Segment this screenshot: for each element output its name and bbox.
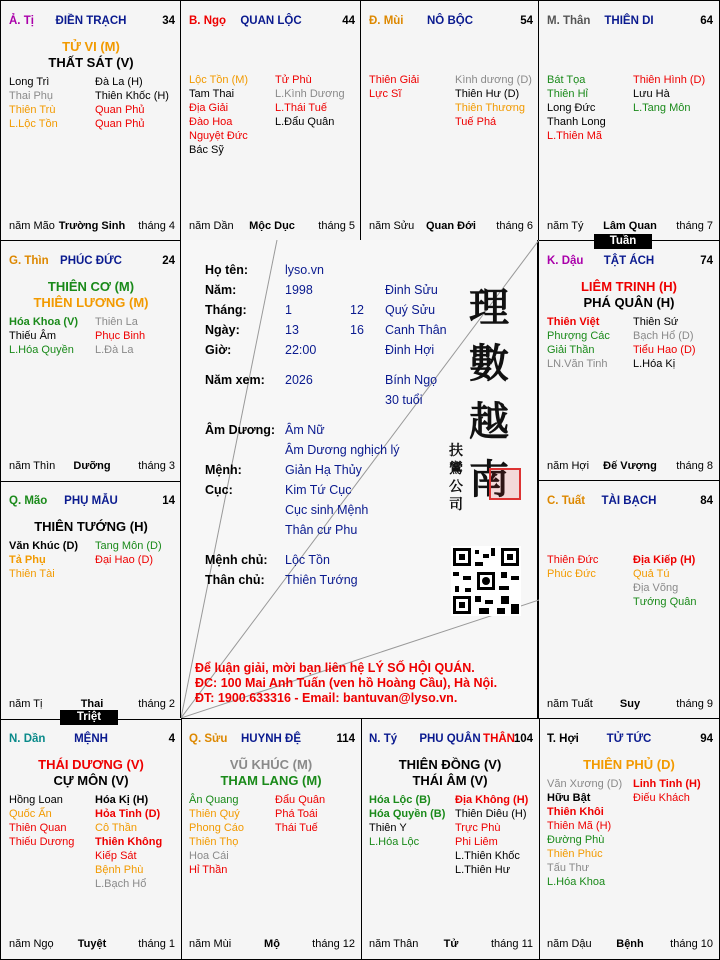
minor-star: Lực Sĩ bbox=[369, 88, 402, 100]
palace-month: tháng 2 bbox=[138, 698, 175, 710]
palace-year: năm Tị bbox=[9, 698, 43, 710]
minor-star: Lộc Tồn (M) bbox=[189, 74, 249, 86]
minor-stars-right bbox=[95, 539, 162, 567]
palace-tuat[interactable] bbox=[538, 480, 720, 720]
menh-value: Giản Hạ Thủy bbox=[285, 463, 362, 477]
main-star: LIÊM TRINH (H) bbox=[580, 279, 678, 294]
hour-label: Giờ: bbox=[205, 343, 232, 357]
palace-age: 44 bbox=[342, 15, 355, 27]
palace-branch: Q. Sửu bbox=[189, 733, 228, 745]
palace-name: TẬT ÁCH bbox=[603, 255, 655, 267]
minor-star: Quan Phủ bbox=[95, 104, 145, 116]
palace-stage: Tử bbox=[443, 938, 459, 950]
minor-star: Thiên Tài bbox=[9, 568, 55, 580]
palace-stage: Trường Sinh bbox=[58, 220, 126, 232]
main-star: CỰ MÔN (V) bbox=[53, 773, 129, 788]
minor-star: Thiên Diêu (H) bbox=[455, 808, 527, 820]
age: 30 tuổi bbox=[385, 393, 423, 407]
minor-star: Thiên Đức bbox=[547, 554, 599, 566]
main-star: THẤT SÁT (V) bbox=[48, 55, 134, 70]
view-year-value: 2026 bbox=[285, 373, 313, 387]
palace-name: PHU QUÂN bbox=[419, 733, 481, 745]
palace-mui[interactable] bbox=[360, 0, 540, 242]
minor-star: Đào Hoa bbox=[189, 116, 233, 128]
minor-star: Thiên La bbox=[95, 316, 138, 328]
palace-age: 54 bbox=[520, 15, 533, 27]
main-star: THÁI ÂM (V) bbox=[412, 773, 488, 788]
minor-star: Thiên Giải bbox=[369, 74, 420, 86]
year-value: 1998 bbox=[285, 283, 313, 297]
month-value: 1 bbox=[285, 303, 292, 317]
minor-star: Đại Hao (D) bbox=[95, 554, 154, 566]
palace-name: TỬ TỨC bbox=[606, 733, 652, 745]
minor-star: Thiên Trù bbox=[9, 104, 56, 116]
minor-stars-right bbox=[275, 793, 325, 835]
menh-label: Mệnh: bbox=[205, 463, 242, 477]
minor-stars-right bbox=[95, 793, 162, 891]
minor-star: Quan Phủ bbox=[95, 118, 145, 130]
minor-star: Địa Không (H) bbox=[455, 794, 529, 806]
minor-star: Thiên Mã (H) bbox=[547, 820, 612, 832]
palace-name: HUYNH ĐỆ bbox=[240, 733, 302, 745]
minor-stars-left bbox=[189, 793, 244, 877]
month-can: Quý Sửu bbox=[385, 303, 436, 317]
main-star: VŨ KHÚC (M) bbox=[229, 757, 313, 772]
day-value: 13 bbox=[285, 323, 299, 337]
minor-star: Thiên Thọ bbox=[189, 836, 239, 848]
calligraphy-char-3: 越 bbox=[469, 398, 509, 445]
cuc-value: Kim Tứ Cục bbox=[285, 483, 352, 497]
minor-star: Thiên Thương bbox=[455, 102, 526, 114]
palace-year: năm Thìn bbox=[9, 460, 56, 472]
month-lunar: 12 bbox=[350, 303, 364, 317]
palace-suu[interactable] bbox=[180, 718, 362, 960]
cuc-note-1: Cục sinh Mệnh bbox=[285, 503, 369, 517]
than-marker: THÂN bbox=[483, 733, 515, 745]
palace-age: 14 bbox=[162, 495, 175, 507]
palace-month: tháng 6 bbox=[496, 220, 533, 232]
view-year-can: Bính Ngọ bbox=[385, 373, 438, 387]
calligraphy-char-1: 理 bbox=[469, 284, 509, 331]
palace-thin[interactable] bbox=[0, 240, 182, 482]
minor-star: Tuế Phá bbox=[455, 116, 497, 128]
minor-star: Thiếu Âm bbox=[9, 330, 57, 342]
palace-age: 74 bbox=[700, 255, 713, 267]
palace-branch: B. Ngọ bbox=[189, 15, 227, 27]
minor-star: L.Thiên Hư bbox=[455, 864, 511, 876]
minor-star: Thiên Hỉ bbox=[547, 88, 588, 100]
palace-age: 104 bbox=[513, 733, 533, 745]
minor-star: Thai Phụ bbox=[9, 90, 54, 102]
minor-star: Long Trì bbox=[9, 76, 50, 88]
menhchu-label: Mệnh chủ: bbox=[205, 553, 268, 567]
palace-age: 94 bbox=[700, 733, 713, 745]
palace-mao[interactable] bbox=[0, 480, 182, 720]
palace-year: năm Hợi bbox=[547, 460, 590, 472]
minor-star: Lưu Hà bbox=[633, 88, 670, 100]
minor-star: Bệnh Phù bbox=[95, 864, 144, 876]
palace-than[interactable] bbox=[538, 0, 720, 242]
thanchu-value: Thiên Tướng bbox=[285, 573, 358, 587]
minor-star: L.Đẩu Quân bbox=[275, 116, 335, 128]
day-lunar: 16 bbox=[350, 323, 364, 337]
minor-stars-right bbox=[633, 73, 705, 115]
palace-month: tháng 9 bbox=[676, 698, 713, 710]
minor-stars-right bbox=[455, 793, 528, 877]
palace-month: tháng 8 bbox=[676, 460, 713, 472]
minor-star: Bạch Hổ (D) bbox=[633, 330, 694, 342]
minor-star: Phục Binh bbox=[95, 330, 146, 342]
minor-star: Hóa Khoa (V) bbox=[9, 316, 79, 328]
amduong-value: Âm Nữ bbox=[285, 423, 325, 437]
center-info-panel bbox=[180, 240, 538, 718]
minor-star: L.Thiên Khốc bbox=[455, 850, 520, 862]
palace-ti[interactable] bbox=[360, 718, 540, 960]
contact-address: ĐC: 100 Mai Anh Tuấn (ven hồ Hoàng Cầu), Hà Nội. bbox=[195, 676, 498, 690]
main-star: THIÊN LƯƠNG (M) bbox=[33, 295, 149, 310]
minor-star: Ân Quang bbox=[189, 794, 239, 806]
palace-stage: Đế Vượng bbox=[603, 460, 657, 472]
cuc-note-2: Thân cư Phu bbox=[285, 523, 358, 537]
minor-star: Thiên Khôi bbox=[547, 806, 604, 818]
palace-month: tháng 11 bbox=[490, 938, 533, 950]
palace-month: tháng 12 bbox=[312, 938, 355, 950]
palace-age: 84 bbox=[700, 495, 713, 507]
palace-stage: Bệnh bbox=[616, 938, 644, 950]
palace-name: MỆNH bbox=[74, 733, 108, 745]
view-year-label: Năm xem: bbox=[205, 373, 265, 387]
amduong-note: Âm Dương nghịch lý bbox=[285, 443, 400, 457]
palace-name: PHÚC ĐỨC bbox=[60, 255, 122, 267]
palace-branch: K. Dậu bbox=[547, 255, 584, 267]
minor-star: Thiên Quan bbox=[9, 822, 67, 834]
palace-month: tháng 4 bbox=[138, 220, 175, 232]
palace-branch: N. Tý bbox=[369, 733, 398, 745]
minor-star: Thiên Y bbox=[369, 822, 407, 834]
palace-name: QUAN LỘC bbox=[240, 15, 302, 27]
minor-stars-right bbox=[95, 315, 145, 357]
thanchu-label: Thân chủ: bbox=[205, 573, 265, 587]
main-star: PHÁ QUÂN (H) bbox=[583, 295, 675, 310]
minor-star: Kiếp Sát bbox=[95, 850, 137, 862]
minor-star: Hỉ Thần bbox=[189, 864, 228, 876]
minor-star: Đẩu Quân bbox=[275, 794, 326, 806]
minor-stars-right bbox=[95, 75, 169, 131]
minor-stars-right bbox=[633, 777, 701, 805]
minor-star: Văn Xương (D) bbox=[547, 778, 623, 790]
palace-month: tháng 1 bbox=[138, 938, 175, 950]
cuc-label: Cục: bbox=[205, 483, 233, 497]
hour-can: Đinh Hợi bbox=[385, 343, 435, 357]
minor-star: Phong Cáo bbox=[189, 822, 245, 834]
minor-star: Phúc Đức bbox=[547, 568, 596, 580]
minor-star: Hoa Cái bbox=[189, 850, 229, 862]
minor-star: Đà La (H) bbox=[95, 76, 143, 88]
calligraphy-char-4: 南 bbox=[469, 456, 509, 503]
triet-marker: Triệt bbox=[60, 710, 118, 725]
qr-code-icon[interactable] bbox=[451, 546, 521, 616]
minor-star: Hồng Loan bbox=[9, 794, 63, 806]
main-star: TỬ VI (M) bbox=[62, 39, 120, 54]
palace-year: năm Mão bbox=[9, 220, 55, 232]
palace-age: 34 bbox=[162, 15, 175, 27]
minor-star: Đường Phù bbox=[547, 834, 605, 846]
minor-star: Tả Phụ bbox=[9, 554, 46, 566]
palace-year: năm Ngọ bbox=[9, 938, 54, 950]
contact-line-1: Để luận giải, mời bạn liên hệ LÝ SỐ HỘI QUÁN. bbox=[195, 661, 475, 675]
minor-star: Tam Thai bbox=[189, 88, 235, 100]
palace-branch: Q. Mão bbox=[9, 495, 48, 507]
palace-month: tháng 3 bbox=[138, 460, 175, 472]
minor-star: Kình dương (D) bbox=[455, 74, 532, 86]
minor-star: Thiên Hình (D) bbox=[633, 74, 706, 86]
minor-star: L.Lộc Tồn bbox=[9, 118, 58, 130]
main-star: THAM LANG (M) bbox=[220, 773, 322, 788]
contact-phone-email[interactable]: ĐT: 1900.633316 - Email: bantuvan@lyso.vn. bbox=[195, 691, 458, 705]
palace-branch: N. Dần bbox=[9, 733, 46, 745]
minor-star: Phá Toái bbox=[275, 808, 318, 820]
palace-year: năm Mùi bbox=[189, 938, 232, 950]
amduong-label: Âm Dương: bbox=[205, 423, 276, 437]
minor-star: Long Đức bbox=[547, 102, 596, 114]
minor-star: L.Kình Dương bbox=[275, 88, 345, 100]
main-star: THIÊN PHỦ (D) bbox=[583, 757, 675, 772]
minor-star: L.Hóa Kị bbox=[633, 358, 676, 370]
minor-star: Thái Tuế bbox=[275, 822, 318, 834]
minor-star: Thiên Không bbox=[95, 836, 163, 848]
palace-age: 4 bbox=[168, 733, 175, 745]
palace-stage: Quan Đới bbox=[426, 220, 476, 232]
minor-stars-left bbox=[9, 793, 74, 849]
tuan-marker: Tuần bbox=[594, 234, 652, 249]
minor-star: Thiên Hư (D) bbox=[455, 88, 520, 100]
minor-star: Bát Tọa bbox=[547, 74, 586, 86]
minor-star: Tử Phù bbox=[275, 74, 312, 86]
palace-hoi[interactable] bbox=[538, 718, 720, 960]
palace-month: tháng 7 bbox=[676, 220, 713, 232]
palace-stage: Thai bbox=[80, 698, 104, 710]
minor-star: L.Hóa Khoa bbox=[547, 876, 606, 888]
main-star: THÁI DƯƠNG (V) bbox=[38, 757, 144, 772]
main-star: THIÊN CƠ (M) bbox=[47, 279, 135, 294]
palace-year: năm Tuất bbox=[547, 698, 593, 710]
day-label: Ngày: bbox=[205, 323, 240, 337]
palace-name: PHỤ MẪU bbox=[64, 495, 118, 507]
minor-star: Thiên Phúc bbox=[547, 848, 603, 860]
minor-star: L.Thiên Mã bbox=[547, 130, 603, 142]
palace-year: năm Dậu bbox=[547, 938, 592, 950]
minor-star: Địa Giải bbox=[189, 102, 229, 114]
minor-stars-left bbox=[9, 539, 78, 581]
minor-star: Thiên Sứ bbox=[633, 316, 679, 328]
minor-star: Điếu Khách bbox=[633, 792, 690, 804]
minor-star: Thiên Việt bbox=[547, 316, 600, 328]
main-star: THIÊN ĐỒNG (V) bbox=[398, 757, 502, 772]
palace-branch: C. Tuất bbox=[547, 495, 586, 507]
minor-star: L.Bạch Hổ bbox=[95, 878, 147, 890]
palace-year: năm Thân bbox=[369, 938, 419, 950]
minor-stars-left bbox=[9, 315, 78, 357]
palace-dau[interactable] bbox=[538, 240, 720, 482]
minor-star: Phi Liêm bbox=[455, 836, 498, 848]
minor-star: Thiếu Dương bbox=[9, 836, 75, 848]
palace-branch: G. Thìn bbox=[9, 255, 49, 267]
minor-star: Tấu Thư bbox=[547, 862, 590, 874]
minor-star: LN.Văn Tinh bbox=[547, 358, 608, 370]
minor-star: Tiểu Hao (D) bbox=[633, 344, 696, 356]
minor-stars-left bbox=[547, 315, 610, 371]
minor-star: Địa Kiếp (H) bbox=[633, 554, 696, 566]
palace-stage: Dưỡng bbox=[73, 460, 111, 472]
palace-age: 64 bbox=[700, 15, 713, 27]
palace-branch: Đ. Mùi bbox=[369, 15, 404, 27]
minor-star: Giải Thần bbox=[547, 344, 595, 356]
minor-star: Cô Thần bbox=[95, 822, 137, 834]
palace-month: tháng 10 bbox=[670, 938, 713, 950]
minor-star: Nguyệt Đức bbox=[189, 130, 248, 142]
minor-star: Phượng Các bbox=[547, 330, 610, 342]
name-value: lyso.vn bbox=[285, 263, 324, 277]
minor-star: Quốc Ấn bbox=[9, 808, 52, 820]
palace-age: 114 bbox=[336, 733, 355, 745]
minor-stars-right bbox=[633, 315, 696, 371]
minor-star: Linh Tinh (H) bbox=[633, 778, 701, 790]
month-label: Tháng: bbox=[205, 303, 247, 317]
palace-stage: Mộ bbox=[264, 938, 280, 950]
palace-name: TÀI BẠCH bbox=[601, 495, 657, 507]
minor-stars-right bbox=[633, 553, 697, 609]
minor-star: Hóa Quyền (B) bbox=[369, 808, 446, 820]
minor-star: L.Đà La bbox=[95, 344, 134, 356]
minor-stars-left bbox=[547, 553, 598, 581]
palace-year: năm Dần bbox=[189, 220, 234, 232]
minor-star: Quả Tú bbox=[633, 568, 670, 580]
name-label: Họ tên: bbox=[205, 263, 249, 277]
palace-ty[interactable] bbox=[0, 0, 182, 242]
minor-stars-left bbox=[369, 73, 419, 101]
minor-star: Thiên Khốc (H) bbox=[95, 90, 169, 102]
minor-star: Trực Phù bbox=[455, 822, 501, 834]
minor-star: Văn Khúc (D) bbox=[9, 540, 79, 552]
minor-stars-left bbox=[189, 73, 248, 157]
palace-stage: Lâm Quan bbox=[603, 220, 657, 232]
minor-star: Thanh Long bbox=[547, 116, 606, 128]
minor-star: L.Hóa Lộc bbox=[369, 836, 420, 848]
minor-star: Tướng Quân bbox=[633, 596, 697, 608]
minor-star: Tang Môn (D) bbox=[95, 540, 162, 552]
palace-branch: T. Hợi bbox=[547, 733, 579, 745]
palace-stage: Tuyệt bbox=[77, 938, 107, 950]
minor-stars-left bbox=[9, 75, 58, 131]
red-seal-icon bbox=[489, 468, 521, 500]
minor-star: Thiên Quý bbox=[189, 808, 240, 820]
minor-star: Hóa Kị (H) bbox=[95, 794, 149, 806]
minor-stars-left bbox=[547, 73, 606, 143]
minor-star: L.Tang Môn bbox=[633, 102, 691, 114]
year-can: Đinh Sửu bbox=[385, 283, 438, 297]
seal-text: 扶 鸞 公 司 bbox=[449, 443, 463, 513]
main-star: THIÊN TƯỚNG (H) bbox=[34, 519, 148, 534]
calligraphy-char-2: 數 bbox=[469, 340, 509, 387]
palace-name: NÔ BỘC bbox=[427, 15, 473, 27]
minor-stars-right bbox=[275, 73, 345, 129]
minor-star: Hóa Lộc (B) bbox=[369, 794, 431, 806]
palace-stage: Mộc Dục bbox=[249, 220, 295, 232]
minor-star: Bác Sỹ bbox=[189, 144, 224, 156]
minor-star: Hỏa Tinh (D) bbox=[95, 808, 161, 820]
minor-stars-right bbox=[455, 73, 532, 129]
palace-year: năm Sửu bbox=[369, 220, 415, 232]
minor-star: L.Thái Tuế bbox=[275, 102, 327, 114]
palace-ngo[interactable] bbox=[180, 0, 362, 242]
palace-month: tháng 5 bbox=[318, 220, 355, 232]
minor-stars-left bbox=[547, 777, 622, 889]
palace-stage: Suy bbox=[619, 698, 641, 710]
palace-branch: M. Thân bbox=[547, 15, 591, 27]
palace-name: THIÊN DI bbox=[604, 15, 654, 27]
menhchu-value: Lộc Tồn bbox=[285, 553, 330, 567]
minor-stars-left bbox=[369, 793, 445, 849]
minor-star: Địa Võng bbox=[633, 582, 679, 594]
hour-value: 22:00 bbox=[285, 343, 317, 357]
palace-age: 24 bbox=[162, 255, 175, 267]
palace-dan[interactable] bbox=[0, 718, 182, 960]
day-can: Canh Thân bbox=[385, 323, 447, 337]
palace-name: ĐIỀN TRẠCH bbox=[55, 15, 127, 27]
palace-branch: Ả. Tị bbox=[9, 15, 34, 27]
minor-star: L.Hóa Quyền bbox=[9, 344, 74, 356]
year-label: Năm: bbox=[205, 283, 237, 297]
minor-star: Hữu Bật bbox=[547, 792, 591, 804]
palace-year: năm Tý bbox=[547, 220, 584, 232]
